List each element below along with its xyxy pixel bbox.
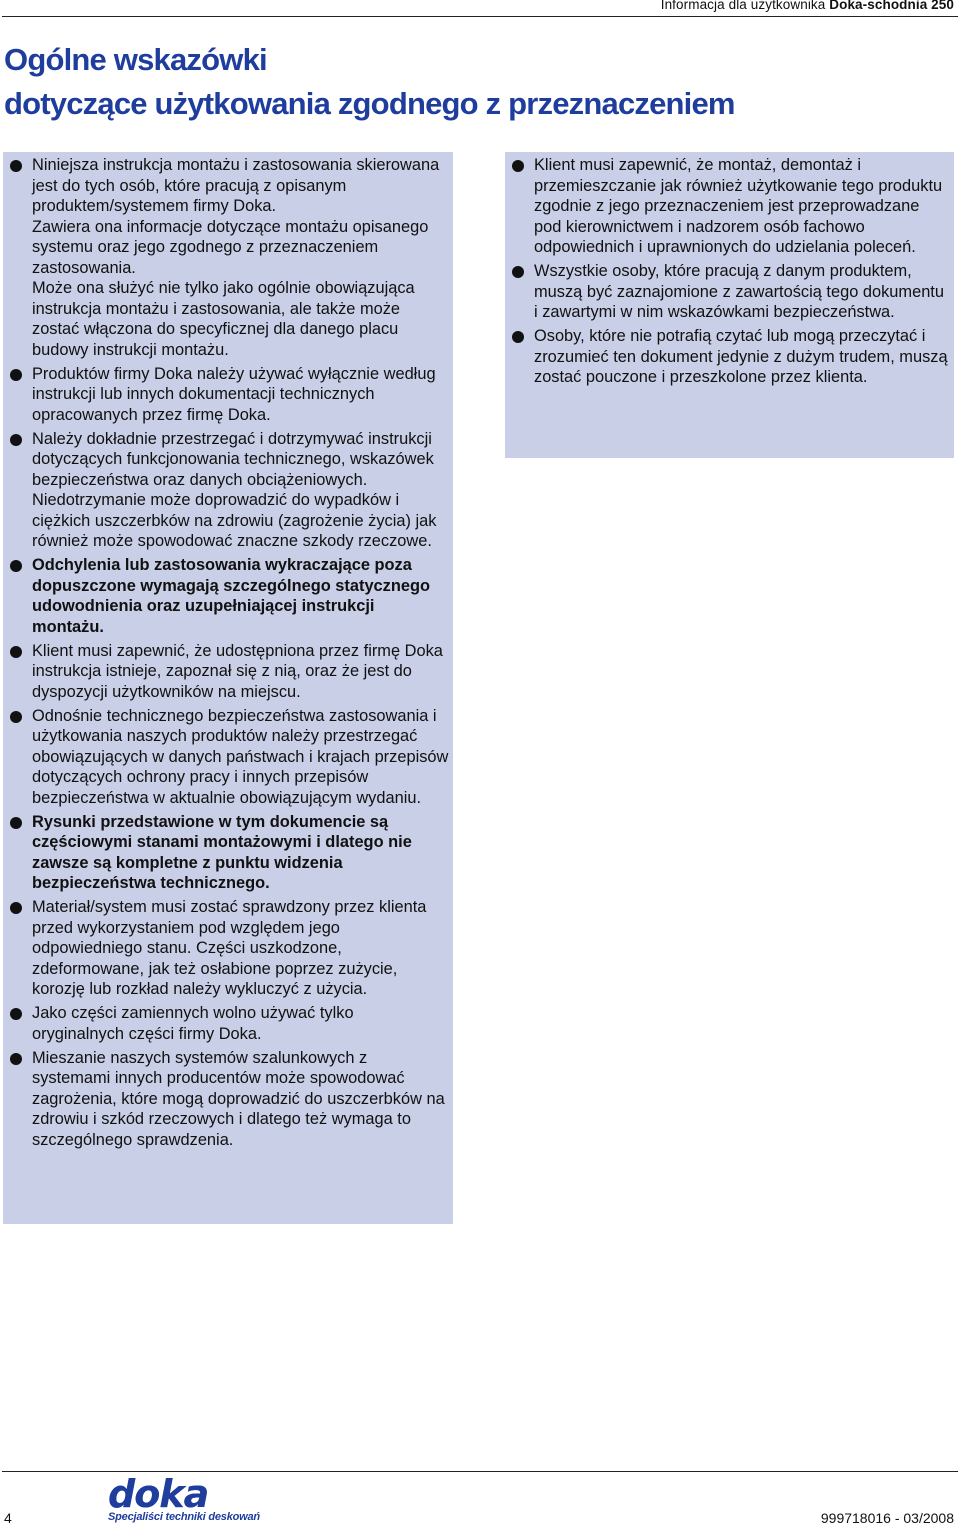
list-item: Rysunki przedstawione w tym dokumencie są częściowymi stanami montażowymi i dlatego nie zawsze są kompletne z punktu widzenia bezpieczeństwa technicznego. <box>3 812 453 894</box>
title-line-1: Ogólne wskazówki <box>4 42 267 77</box>
right-panel <box>505 152 954 458</box>
list-item: Produktów firmy Doka należy używać wyłącznie według instrukcji lub innych dokumentacji technicznych opracowanych przez firmę Doka. <box>3 364 453 426</box>
list-item: Klient musi zapewnić, że montaż, demontaż i przemieszczanie jak również użytkowanie tego produktu zgodnie z jego przeznaczeniem jest przeprowadzane pod kierownictwem i nadzorem osób fachowo odpowiednich i uprawnionych do udzielania poleceń. <box>505 155 954 258</box>
logo-wordmark: doka <box>108 1472 209 1516</box>
doka-logo <box>108 1472 260 1523</box>
list-item: Jako części zamiennych wolno używać tylko oryginalnych części firmy Doka. <box>3 1003 453 1044</box>
list-item <box>3 155 453 360</box>
header-prefix: Informacja dla użytkownika <box>660 0 830 12</box>
running-header <box>661 0 954 12</box>
title-line-2: dotyczące użytkowania zgodnego z przeznaczeniem <box>4 86 735 121</box>
left-panel <box>3 152 453 1224</box>
left-bullet-list <box>3 155 453 1150</box>
right-bullet-list <box>505 155 954 388</box>
list-item: Odchylenia lub zastosowania wykraczające poza dopuszczone wymagają szczególnego statycznego udowodnienia oraz uzupełniającej instrukcji montażu. <box>3 555 453 637</box>
list-item: Osoby, które nie potrafią czytać lub mogą przeczytać i zrozumieć ten dokument jedynie z dużym trudem, muszą zostać pouczone i przeszkolone przez klienta. <box>505 326 954 388</box>
list-item: Klient musi zapewnić, że udostępniona przez firmę Doka instrukcja istnieje, zapoznał się z nią, oraz że jest do dyspozycji użytkowników na miejscu. <box>3 641 453 703</box>
header-product: Doka-schodnia 250 <box>829 0 954 12</box>
list-item: Materiał/system musi zostać sprawdzony przez klienta przed wykorzystaniem pod względem jego odpowiedniego stanu. Części uszkodzone, zdeformowane, jak też osłabione poprzez zużycie, korozję lub rozkład należy wykluczyć z użycia. <box>3 897 453 1000</box>
list-item: Należy dokładnie przestrzegać i dotrzymywać instrukcji dotyczących funkcjonowania technicznego, wskazówek bezpieczeństwa oraz danych obciążeniowych. Niedotrzymanie może doprowadzić do wypadków i ciężkich uszczerbków na zdrowiu (zagrożenie życia) jak również może spowodować znaczne szkody rzeczowe. <box>3 429 453 552</box>
item-paragraph: Zawiera ona informacje dotyczące montażu opisanego systemu oraz jego zgodnego z przeznaczeniem zastosowania. <box>32 217 429 277</box>
list-item: Mieszanie naszych systemów szalunkowych z systemami innych producentów może spowodować zagrożenia, które mogą doprowadzić do uszczerbków na zdrowiu i szkód rzeczowych i dlatego też wymaga to szczególnego sprawdzenia. <box>3 1048 453 1151</box>
list-item: Wszystkie osoby, które pracują z danym produktem, muszą być zaznajomione z zawartością tego dokumentu i zawartymi w nim wskazówkami bezpieczeństwa. <box>505 261 954 323</box>
page-title <box>4 38 735 126</box>
header-rule <box>2 16 958 17</box>
item-paragraph: Niniejsza instrukcja montażu i zastosowania skierowana jest do tych osób, które pracują z opisanym produktem/systemem firmy Doka. <box>32 156 440 215</box>
document-id: 999718016 - 03/2008 <box>820 1510 954 1526</box>
list-item: Odnośnie technicznego bezpieczeństwa zastosowania i użytkowania naszych produktów należy przestrzegać obowiązujących w danych państwach i krajach przepisów dotyczących ochrony pracy i innych przepisów bezpieczeństwa w aktualnie obowiązującym wydaniu. <box>3 706 453 809</box>
page-number: 4 <box>4 1510 12 1526</box>
item-paragraph: Może ona służyć nie tylko jako ogólnie obowiązująca instrukcja montażu i zastosowania, ale także może zostać włączona do specyficznej dla danego placu budowy instrukcji montażu. <box>32 279 415 359</box>
logo-tagline: Specjaliści techniki deskowań <box>108 1511 260 1523</box>
